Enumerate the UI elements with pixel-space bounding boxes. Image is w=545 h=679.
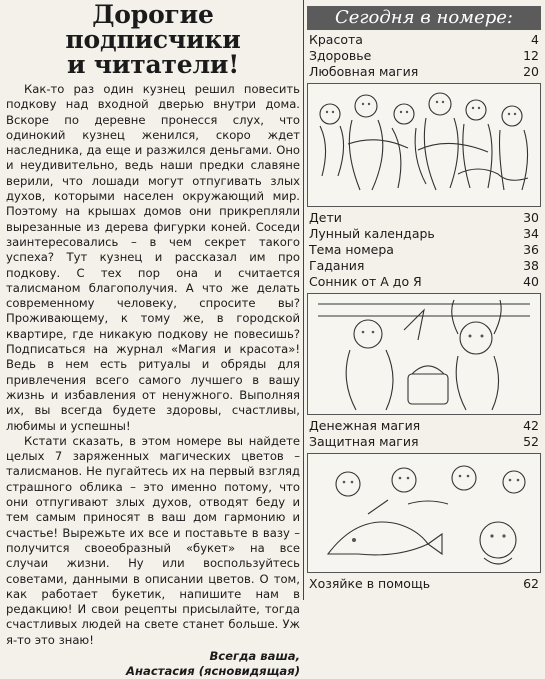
toc-item[interactable]: Защитная магия 52 [309, 434, 539, 449]
contents-group-4 [307, 576, 541, 592]
column-divider [303, 0, 304, 600]
contents-group-2 [307, 210, 541, 290]
headline-line-2: и читатели! [66, 50, 240, 79]
toc-item[interactable]: Красота 4 [309, 32, 539, 47]
letter-paragraph-1: Как-то раз один кузнец решил повесить подкову над входной дверью внутри дома. Вскоре по деревне пронесся слух, что одинокий кузнец женился, скоро ждет наследника, да еще и разжился деньгами. Оно и неудивительно, ведь наши предки славяне верили, что лошади могут отпугивать злых духов, которыми населен окружающий мир. Поэтому на крышах домов они прикрепляли вырезанные из дерева фигурки коней. Соседи заинтересовались – в чем секрет такого успеха? Тут кузнец и рассказал им про подкову. С тех пор она и считается талисманом благополучия. А что же делать современному человеку, спросите вы? Проживающему, к тому же, в городской квартире, где никакую подкову не повесишь? Подписаться на журнал «Магия и красота»! Ведь в нем есть ритуалы и обряды для привлечения всего самого лучшего в вашу жизнь и избавления от ненужного. Выполняя их, вы всегда будете здоровы, счастливы, любимы и успешны! [6, 82, 300, 433]
letter-signature: Анастасия (ясновидящая) [126, 663, 300, 678]
letter-paragraph-2: Кстати сказать, в этом номере вы найдете целых 7 заряженных магических цветов – талисманов. Не пугайтесь их на первый взгляд страшного облика – это именно потому, что они отпугивают злых духов, отводят беду и тем самым приносят в ваш дом гармонию и счастье! Вырежьте их все и поставьте в вазу – получится своеобразный «букет» на все случаи жизни. Ну или воспользуйтесь советами, данными в описании цветов. О том, как работает букетик, напишите нам в редакцию! И свои рецепты присылайте, тогда счастливых людей на свете станет больше. Уж я-то это знаю! [6, 433, 300, 647]
editorial-letter [6, 82, 300, 648]
toc-item[interactable]: Любовная магия 20 [309, 64, 539, 79]
contents-column [307, 0, 541, 600]
letter-signature-block [6, 649, 300, 679]
illustration-fish-scene [307, 453, 541, 573]
headline-line-1: Дорогие подписчики [65, 0, 241, 54]
toc-item[interactable]: Гадания 38 [309, 258, 539, 273]
contents-group-3 [307, 418, 541, 450]
toc-item[interactable]: Хозяйке в помощь 62 [309, 576, 539, 591]
toc-item[interactable]: Сонник от А до Я 40 [309, 274, 539, 289]
toc-item[interactable]: Дети 30 [309, 210, 539, 225]
toc-item[interactable]: Лунный календарь 34 [309, 226, 539, 241]
illustration-crowd-scene [307, 83, 541, 207]
toc-item[interactable]: Здоровье 12 [309, 48, 539, 63]
kitchen-drawing [308, 294, 540, 414]
illustration-kitchen-scene [307, 293, 541, 415]
fish-drawing [308, 454, 540, 572]
crowd-drawing [308, 84, 540, 206]
editorial-headline [6, 2, 300, 77]
toc-item[interactable]: Тема номера 36 [309, 242, 539, 257]
contents-group-1 [307, 32, 541, 80]
contents-heading: Сегодня в номере: [307, 6, 541, 30]
editorial-column [6, 0, 300, 678]
letter-closing: Всегда ваша, [209, 648, 300, 663]
toc-item[interactable]: Денежная магия 42 [309, 418, 539, 433]
